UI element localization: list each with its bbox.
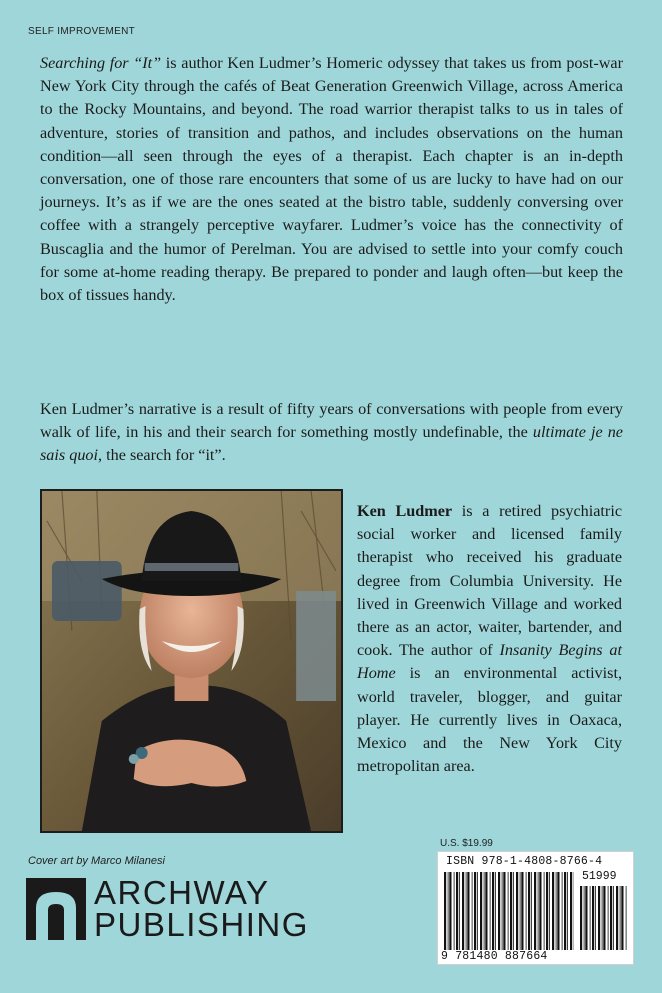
author-photo-image [42,491,341,831]
isbn-barcode [437,851,634,965]
publisher-name-line1: ARCHWAY [94,874,270,911]
price-label: U.S. $19.99 [440,838,493,849]
narrative-text-before: Ken Ludmer’s narrative is a result of fifty years of conversations with people from every walk of life, in his and their search for something mostly undefinable, the [40,400,623,442]
narrative-text-after: , the search for “it”. [98,446,226,465]
cover-art-credit: Cover art by Marco Milanesi [28,855,165,867]
publisher-logo [26,874,316,948]
isbn-number: ISBN 978-1-4808-8766-4 [446,855,603,868]
price-code: 51999 [582,870,617,883]
ean-number: 9 781480 887664 [441,950,548,963]
narrative-paragraph [40,398,623,468]
category-label: SELF IMPROVEMENT [28,26,136,37]
bio-text-after: is an environmental activist, world traveler, blogger, and guitar player. He currently lives in Oaxaca, Mexico and the New York City metropolitan area. [357,664,622,776]
barcode-addon-bars [580,886,628,950]
blurb-text: is author Ken Ludmer’s Homeric odyssey that takes us from post-war New York City through the cafés of Beat Generation Greenwich Village, across America to the Rocky Mountains, and beyond. The road warrior therapist talks to us in tales of adventure, stories of transition and pathos, and includes observations on the human condition—all seen through the eyes of a therapist. Each chapter is an in-depth conversation, one of those rare encounters that some of us are lucky to have had on our journeys. It’s as if we are the ones seated at the bistro table, suddenly conversing over coffee with a strangely perceptive wayfarer. Ludmer’s voice has the connectivity of Buscaglia and the humor of Perelman. You are advised to settle into your comfy couch for some at-home reading therapy. Be prepared to ponder and laugh often—but keep the box of tissues handy. [40,54,623,305]
author-photo [40,489,343,833]
archway-arch-icon [26,878,86,940]
bio-text-before: is a retired psychiatric social worker and licensed family therapist who received his graduate degree from Columbia University. He lived in Greenwich Village and worked there as an actor, waiter, bartender, and cook. The author of [357,502,622,660]
bio-book-title: Insanity Begins at Home [357,641,622,683]
author-name: Ken Ludmer [357,502,453,520]
blurb-paragraph [40,52,623,307]
book-title: Searching for “It” [40,54,162,72]
author-bio [357,500,622,778]
narrative-italic: ultimate je ne sais quoi [40,423,623,465]
publisher-name-line2: PUBLISHING [94,906,309,943]
barcode-main-bars [444,872,574,950]
